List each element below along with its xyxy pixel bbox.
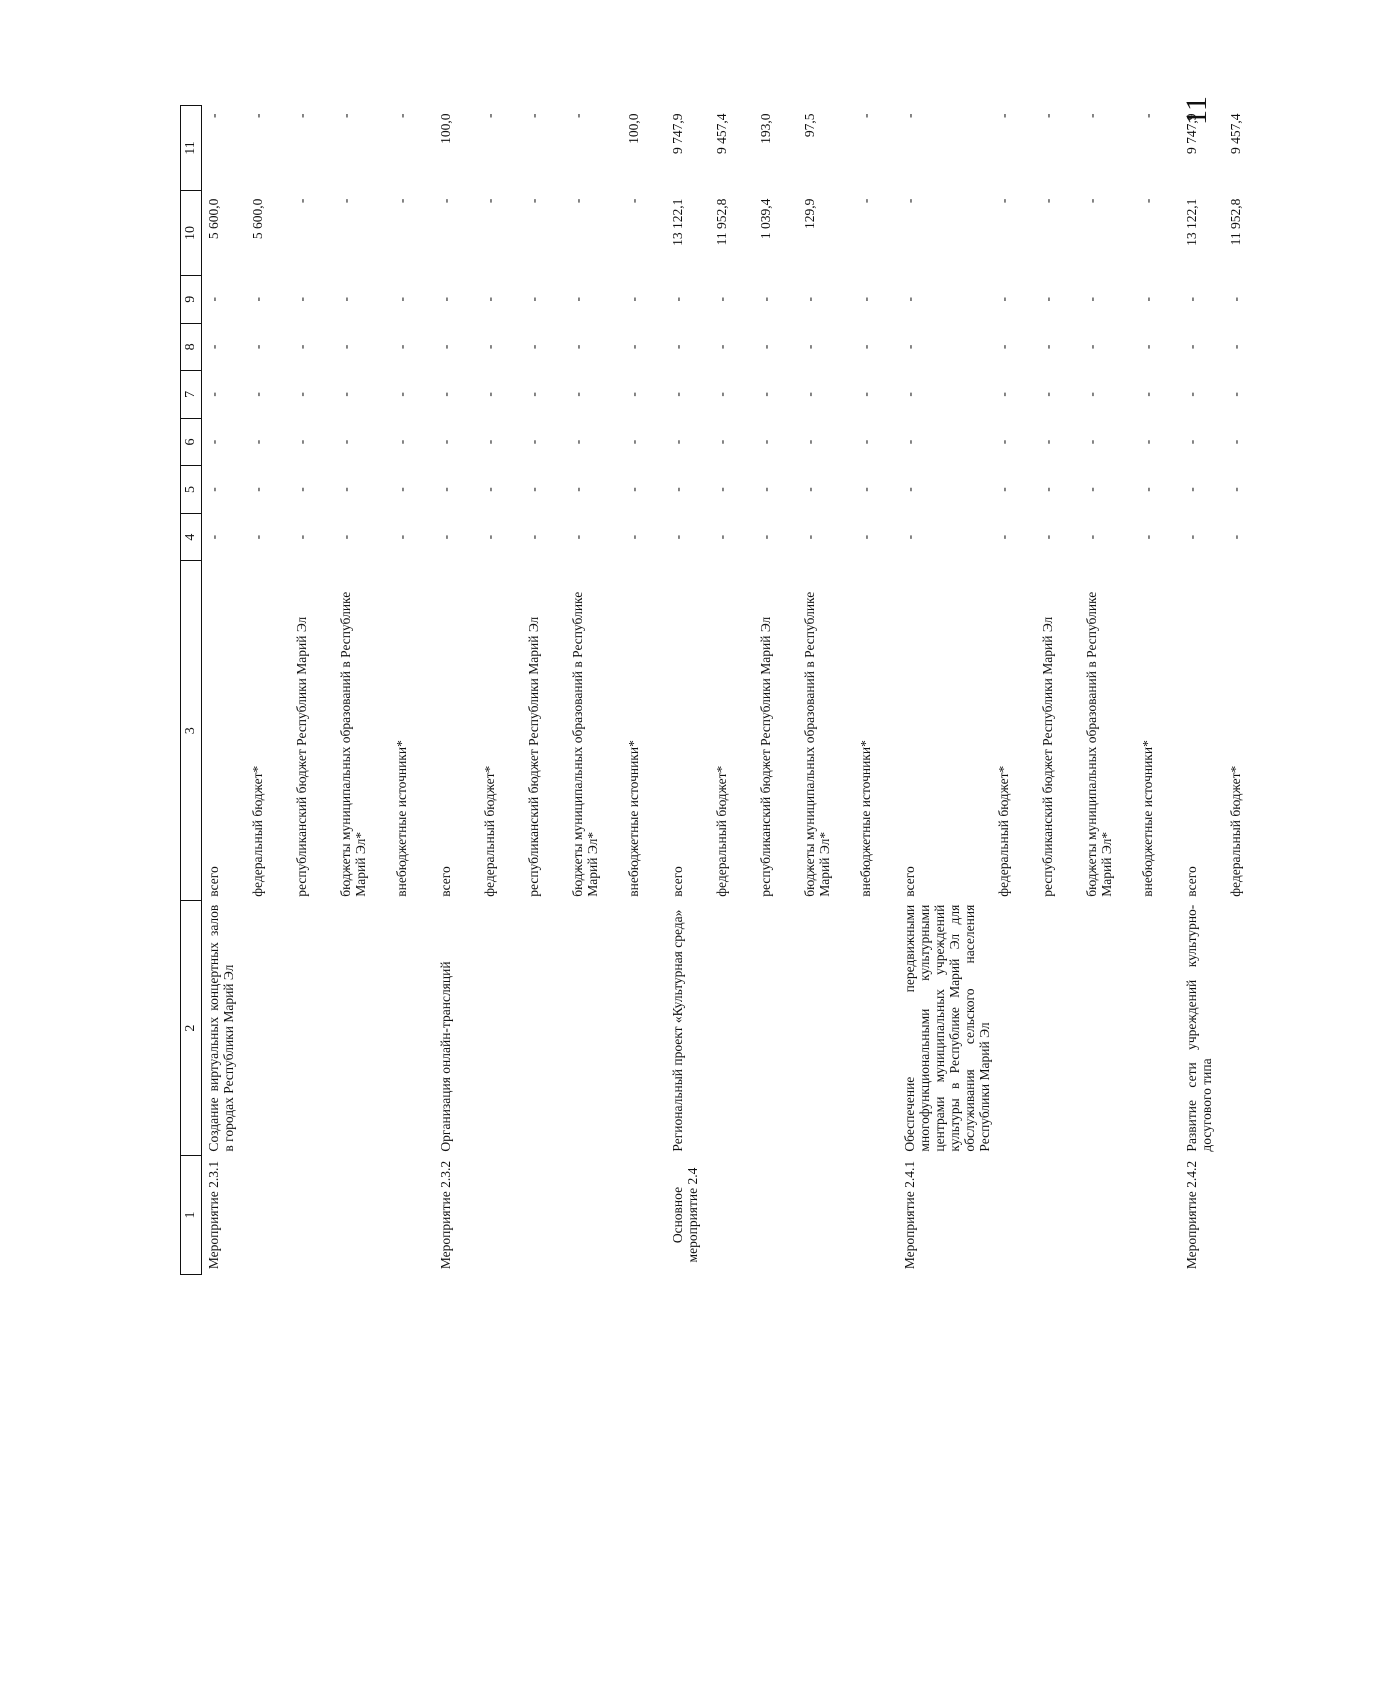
measure-name: Развитие сети учреждений культурно-досугового типа xyxy=(1184,904,1215,1152)
value-cell: - xyxy=(1140,198,1156,204)
table-row xyxy=(854,106,898,1275)
funding-source: бюджеты муниципальных образований в Республике Марий Эл* xyxy=(801,591,832,897)
value-cell: - xyxy=(669,534,685,540)
value-cell: - xyxy=(249,534,265,540)
value-cell: - xyxy=(206,392,221,397)
measure-label xyxy=(1036,1156,1080,1275)
measure-label: Основное мероприятие 2.4 xyxy=(669,1167,700,1263)
measure-name: Организация онлайн-трансляций xyxy=(437,961,453,1152)
value-cell: - xyxy=(857,392,873,397)
header-cell: 8 xyxy=(181,323,202,371)
value-cell: - xyxy=(1184,392,1200,397)
table-row xyxy=(522,106,566,1275)
value-cell: - xyxy=(206,487,221,492)
value-cell: - xyxy=(857,534,873,540)
value-cell: - xyxy=(857,198,873,204)
funding-source: бюджеты муниципальных образований в Республике Марий Эл* xyxy=(1084,591,1115,897)
value-cell: 100,0 xyxy=(437,113,453,144)
value-cell: - xyxy=(801,297,817,302)
measure-label: Мероприятие 2.4.1 xyxy=(901,1160,917,1270)
header-cell: 1 xyxy=(181,1156,202,1275)
value-cell: - xyxy=(625,198,641,204)
value-cell: - xyxy=(206,113,221,118)
value-cell: - xyxy=(249,113,265,118)
value-cell: - xyxy=(337,439,353,445)
value-cell: 1 039,4 xyxy=(757,198,773,240)
value-cell: - xyxy=(569,392,585,397)
value-cell: - xyxy=(393,439,409,445)
funding-source: бюджеты муниципальных образований в Республике Марий Эл* xyxy=(569,591,600,897)
value-cell: - xyxy=(625,344,641,350)
value-cell: - xyxy=(1040,297,1056,302)
value-cell: - xyxy=(801,439,817,445)
value-cell: - xyxy=(669,392,685,397)
measure-name xyxy=(1136,901,1180,1156)
value-cell: - xyxy=(1040,113,1056,118)
value-cell: - xyxy=(1040,344,1056,350)
value-cell: - xyxy=(801,487,817,492)
value-cell: - xyxy=(901,344,917,350)
measure-name xyxy=(566,901,622,1156)
value-cell: - xyxy=(569,297,585,302)
value-cell: - xyxy=(757,392,773,397)
value-cell: - xyxy=(337,344,353,350)
value-cell: - xyxy=(1084,487,1100,492)
value-cell: - xyxy=(901,439,917,445)
page-number: 11 xyxy=(1180,96,1213,125)
value-cell: - xyxy=(525,344,541,350)
value-cell: - xyxy=(1228,344,1244,350)
value-cell: 100,0 xyxy=(625,113,641,144)
table-row xyxy=(566,106,622,1275)
value-cell: - xyxy=(337,113,353,118)
value-cell: - xyxy=(996,297,1012,302)
value-cell: - xyxy=(669,439,685,445)
value-cell: - xyxy=(901,487,917,492)
funding-source: республиканский бюджет Республики Марий Эл xyxy=(525,616,541,897)
value-cell: - xyxy=(901,113,917,118)
measure-label: Мероприятие 2.4.2 xyxy=(1184,1160,1200,1270)
value-cell: 97,5 xyxy=(801,113,817,138)
value-cell: - xyxy=(481,392,497,397)
value-cell: 11 952,8 xyxy=(713,198,729,246)
value-cell: - xyxy=(757,344,773,350)
value-cell: - xyxy=(996,113,1012,118)
value-cell: - xyxy=(206,297,221,302)
value-cell: - xyxy=(901,198,917,204)
value-cell: - xyxy=(996,344,1012,350)
value-cell: - xyxy=(525,534,541,540)
value-cell: 9 457,4 xyxy=(1228,113,1244,154)
value-cell: - xyxy=(1084,439,1100,445)
table-row xyxy=(390,106,434,1275)
header-cell: 11 xyxy=(181,106,202,191)
value-cell: - xyxy=(437,392,453,397)
measure-label xyxy=(478,1156,522,1275)
table-body xyxy=(202,106,1269,1275)
value-cell: - xyxy=(437,534,453,540)
value-cell: - xyxy=(206,439,221,445)
value-cell: - xyxy=(996,439,1012,445)
measure-name xyxy=(522,901,566,1156)
funding-source: республиканский бюджет Республики Марий Эл xyxy=(1040,616,1056,897)
measure-name xyxy=(290,901,334,1156)
value-cell: - xyxy=(569,534,585,540)
value-cell: - xyxy=(569,487,585,492)
value-cell: - xyxy=(1040,198,1056,204)
table-row xyxy=(478,106,522,1275)
measure-name xyxy=(710,901,754,1156)
value-cell: - xyxy=(393,392,409,397)
value-cell: - xyxy=(337,392,353,397)
funding-source: всего xyxy=(669,866,685,897)
value-cell: - xyxy=(857,113,873,118)
table-row xyxy=(290,106,334,1275)
value-cell: - xyxy=(1040,534,1056,540)
value-cell: - xyxy=(569,344,585,350)
header-cell: 9 xyxy=(181,276,202,324)
value-cell: - xyxy=(337,534,353,540)
value-cell: - xyxy=(1140,487,1156,492)
value-cell: - xyxy=(1040,487,1056,492)
value-cell: - xyxy=(437,297,453,302)
value-cell: - xyxy=(1184,534,1200,540)
table-row xyxy=(434,106,478,1275)
measure-name xyxy=(246,901,290,1156)
measure-label: Мероприятие 2.3.2 xyxy=(437,1160,453,1270)
measure-name xyxy=(478,901,522,1156)
value-cell: - xyxy=(625,392,641,397)
measure-label xyxy=(390,1156,434,1275)
measure-name xyxy=(1036,901,1080,1156)
measure-name xyxy=(622,901,666,1156)
value-cell: - xyxy=(525,113,541,118)
value-cell: - xyxy=(293,113,309,118)
value-cell: - xyxy=(1228,534,1244,540)
value-cell: - xyxy=(293,534,309,540)
header-cell: 4 xyxy=(181,513,202,561)
value-cell: - xyxy=(249,392,265,397)
value-cell: - xyxy=(713,487,729,492)
measure-name xyxy=(992,901,1036,1156)
measure-name xyxy=(334,901,390,1156)
measure-label xyxy=(1224,1156,1268,1275)
value-cell: - xyxy=(1184,297,1200,302)
value-cell: - xyxy=(293,297,309,302)
value-cell: - xyxy=(669,297,685,302)
funding-source: внебюджетные источники* xyxy=(625,740,641,897)
value-cell: 9 457,4 xyxy=(713,113,729,154)
value-cell: - xyxy=(1140,344,1156,350)
measure-label xyxy=(622,1156,666,1275)
header-cell: 10 xyxy=(181,191,202,276)
value-cell: - xyxy=(393,487,409,492)
value-cell: - xyxy=(901,392,917,397)
value-cell: - xyxy=(1228,487,1244,492)
value-cell: - xyxy=(206,344,221,350)
value-cell: - xyxy=(525,487,541,492)
measure-label xyxy=(290,1156,334,1275)
value-cell: - xyxy=(1228,439,1244,445)
value-cell: - xyxy=(801,392,817,397)
value-cell: - xyxy=(437,487,453,492)
measure-label xyxy=(1136,1156,1180,1275)
funding-source: внебюджетные источники* xyxy=(393,740,409,897)
value-cell: - xyxy=(1084,297,1100,302)
header-cell: 7 xyxy=(181,371,202,419)
funding-source: федеральный бюджет* xyxy=(249,765,265,897)
value-cell: - xyxy=(249,487,265,492)
value-cell: - xyxy=(525,392,541,397)
value-cell: 13 122,1 xyxy=(669,198,685,246)
value-cell: - xyxy=(481,439,497,445)
value-cell: - xyxy=(1228,297,1244,302)
value-cell: - xyxy=(713,534,729,540)
value-cell: 13 122,1 xyxy=(1184,198,1200,246)
value-cell: - xyxy=(481,487,497,492)
header-cell: 5 xyxy=(181,466,202,514)
measure-name: Региональный проект «Культурная среда» xyxy=(669,909,685,1152)
value-cell: - xyxy=(481,297,497,302)
table-row xyxy=(246,106,290,1275)
value-cell: - xyxy=(293,392,309,397)
table-row xyxy=(992,106,1036,1275)
measure-label xyxy=(566,1156,622,1275)
value-cell: - xyxy=(293,487,309,492)
table-row xyxy=(898,106,993,1275)
value-cell: - xyxy=(713,439,729,445)
value-cell: - xyxy=(1040,392,1056,397)
value-cell: - xyxy=(393,297,409,302)
funding-source: федеральный бюджет* xyxy=(996,765,1012,897)
header-row xyxy=(181,106,202,1275)
value-cell: - xyxy=(481,198,497,204)
value-cell: - xyxy=(569,439,585,445)
measure-name xyxy=(798,901,854,1156)
value-cell: - xyxy=(625,487,641,492)
value-cell: - xyxy=(1084,113,1100,118)
value-cell: - xyxy=(857,487,873,492)
funding-source: федеральный бюджет* xyxy=(1228,765,1244,897)
value-cell: - xyxy=(393,113,409,118)
value-cell: - xyxy=(393,198,409,204)
measure-label xyxy=(246,1156,290,1275)
measure-name xyxy=(1224,901,1268,1156)
value-cell: - xyxy=(757,487,773,492)
header-cell: 2 xyxy=(181,901,202,1156)
measure-name xyxy=(390,901,434,1156)
value-cell: - xyxy=(1084,198,1100,204)
table-row xyxy=(202,106,246,1275)
value-cell: 9 747,9 xyxy=(669,113,685,154)
measure-name: Создание виртуальных концертных залов в городах Республики Марий Эл xyxy=(206,904,237,1152)
measure-name xyxy=(854,901,898,1156)
value-cell: - xyxy=(1140,297,1156,302)
value-cell: - xyxy=(437,439,453,445)
funding-source: федеральный бюджет* xyxy=(481,765,497,897)
value-cell: - xyxy=(337,297,353,302)
value-cell: - xyxy=(293,439,309,445)
value-cell: - xyxy=(625,297,641,302)
funding-source: всего xyxy=(1184,866,1200,897)
value-cell: - xyxy=(437,198,453,204)
value-cell: - xyxy=(1140,534,1156,540)
funding-source: внебюджетные источники* xyxy=(857,740,873,897)
value-cell: - xyxy=(481,534,497,540)
measure-label: Мероприятие 2.3.1 xyxy=(206,1160,221,1270)
value-cell: - xyxy=(901,534,917,540)
value-cell: - xyxy=(337,487,353,492)
measure-label xyxy=(334,1156,390,1275)
value-cell: - xyxy=(293,344,309,350)
value-cell: - xyxy=(249,297,265,302)
value-cell: - xyxy=(249,344,265,350)
table-row xyxy=(666,106,710,1275)
value-cell: - xyxy=(1228,392,1244,397)
funding-source: бюджеты муниципальных образований в Республике Марий Эл* xyxy=(337,591,368,897)
table-row xyxy=(710,106,754,1275)
value-cell: - xyxy=(525,198,541,204)
funding-source: республиканский бюджет Республики Марий Эл xyxy=(757,616,773,897)
value-cell: - xyxy=(337,198,353,204)
table-row xyxy=(1036,106,1080,1275)
measure-label xyxy=(798,1156,854,1275)
measure-name xyxy=(1080,901,1136,1156)
value-cell: - xyxy=(996,487,1012,492)
value-cell: - xyxy=(249,439,265,445)
value-cell: 11 952,8 xyxy=(1228,198,1244,246)
value-cell: - xyxy=(1084,392,1100,397)
value-cell: - xyxy=(1140,113,1156,118)
funding-source: всего xyxy=(437,866,453,897)
value-cell: - xyxy=(625,439,641,445)
table-row xyxy=(334,106,390,1275)
value-cell: - xyxy=(525,297,541,302)
value-cell: 5 600,0 xyxy=(206,198,221,240)
value-cell: - xyxy=(857,344,873,350)
value-cell: - xyxy=(801,344,817,350)
value-cell: - xyxy=(569,113,585,118)
table-row xyxy=(798,106,854,1275)
measure-label xyxy=(710,1156,754,1275)
funding-source: всего xyxy=(901,866,917,897)
value-cell: - xyxy=(1084,534,1100,540)
value-cell: 9 747,9 xyxy=(1184,113,1200,154)
header-cell: 6 xyxy=(181,418,202,466)
funding-source: республиканский бюджет Республики Марий Эл xyxy=(293,616,309,897)
measure-label xyxy=(1080,1156,1136,1275)
value-cell: - xyxy=(857,439,873,445)
measure-name xyxy=(754,901,798,1156)
value-cell: - xyxy=(669,487,685,492)
table-row xyxy=(1136,106,1180,1275)
value-cell: - xyxy=(569,198,585,204)
table-row xyxy=(1080,106,1136,1275)
value-cell: - xyxy=(393,344,409,350)
value-cell: - xyxy=(437,344,453,350)
value-cell: - xyxy=(757,439,773,445)
value-cell: - xyxy=(857,297,873,302)
table-row xyxy=(1224,106,1268,1275)
value-cell: - xyxy=(293,198,309,204)
table-row xyxy=(622,106,666,1275)
value-cell: - xyxy=(1184,439,1200,445)
measure-label xyxy=(754,1156,798,1275)
value-cell: - xyxy=(996,534,1012,540)
value-cell: - xyxy=(1184,487,1200,492)
value-cell: - xyxy=(525,439,541,445)
table-row xyxy=(1180,106,1224,1275)
value-cell: - xyxy=(625,534,641,540)
value-cell: - xyxy=(757,534,773,540)
funding-source: федеральный бюджет* xyxy=(713,765,729,897)
measure-label xyxy=(992,1156,1036,1275)
value-cell: - xyxy=(901,297,917,302)
funding-source: всего xyxy=(206,866,221,897)
value-cell: - xyxy=(1140,439,1156,445)
value-cell: - xyxy=(996,198,1012,204)
value-cell: - xyxy=(1084,344,1100,350)
value-cell: - xyxy=(206,534,221,540)
rotated-table-container xyxy=(180,105,1380,1275)
value-cell: 129,9 xyxy=(801,198,817,229)
header-cell: 3 xyxy=(181,561,202,901)
value-cell: - xyxy=(481,344,497,350)
value-cell: - xyxy=(1040,439,1056,445)
value-cell: - xyxy=(669,344,685,350)
measure-label xyxy=(854,1156,898,1275)
value-cell: 193,0 xyxy=(757,113,773,144)
value-cell: - xyxy=(1184,344,1200,350)
value-cell: - xyxy=(713,392,729,397)
value-cell: - xyxy=(801,534,817,540)
value-cell: - xyxy=(996,392,1012,397)
value-cell: - xyxy=(481,113,497,118)
value-cell: 5 600,0 xyxy=(249,198,265,240)
value-cell: - xyxy=(393,534,409,540)
budget-table xyxy=(180,105,1268,1275)
value-cell: - xyxy=(757,297,773,302)
value-cell: - xyxy=(713,297,729,302)
value-cell: - xyxy=(1140,392,1156,397)
table-row xyxy=(754,106,798,1275)
funding-source: внебюджетные источники* xyxy=(1140,740,1156,897)
measure-name: Обеспечение передвижными многофункциональными культурными центрами муниципальных учреждений культуры в Республике Марий Эл для обслуживания сельского населения Республики Марий Эл xyxy=(901,904,993,1152)
value-cell: - xyxy=(713,344,729,350)
measure-label xyxy=(522,1156,566,1275)
